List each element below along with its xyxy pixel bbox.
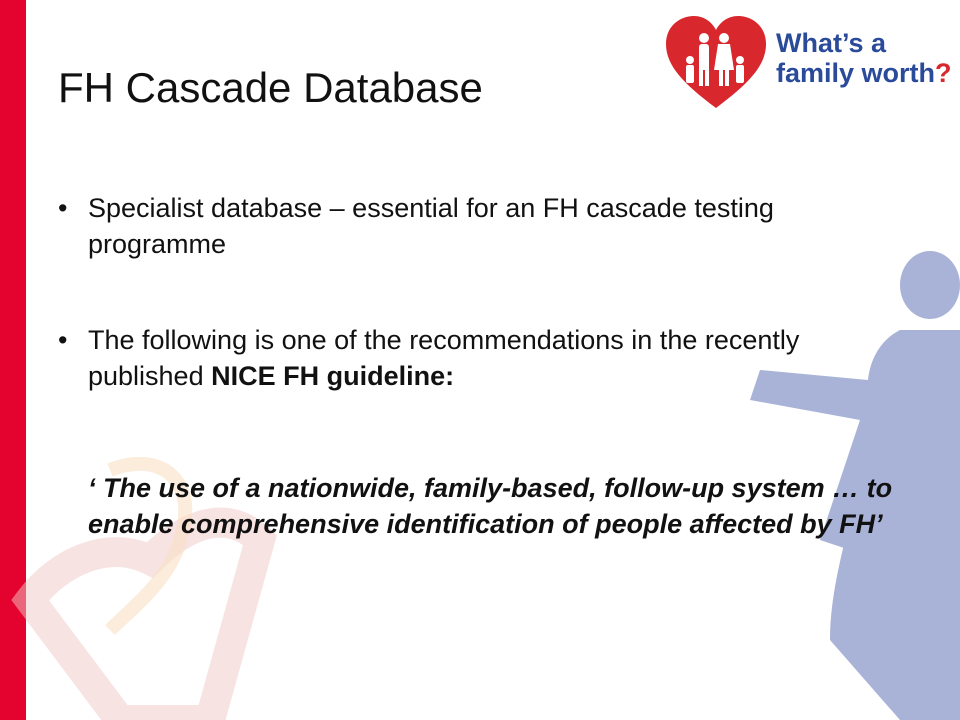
bullet-list (52, 190, 892, 394)
bullet-dot: • (58, 193, 68, 223)
bullet-text: Specialist database – essential for an FH cascade testing programme (88, 193, 774, 259)
list-item (52, 322, 892, 394)
logo-line-2 (776, 58, 952, 88)
logo-tagline (776, 28, 952, 88)
bullet-text: The following is one of the recommendations in the recently published (88, 325, 800, 391)
bullet-bold-text: NICE FH guideline: (211, 361, 455, 391)
campaign-logo (664, 14, 954, 112)
logo-question-mark: ? (935, 58, 952, 88)
guideline-quote: ‘ The use of a nationwide, family-based, follow-up system … to enable comprehensive identification of people affected by FH’ (88, 473, 893, 539)
page-title: FH Cascade Database (58, 64, 483, 111)
list-item (52, 190, 892, 262)
logo-line-1: What’s a (776, 28, 887, 58)
logo-line-2-text: family worth (776, 58, 936, 88)
heart-family-logo-icon (664, 14, 768, 110)
bullet-dot: • (58, 325, 68, 355)
